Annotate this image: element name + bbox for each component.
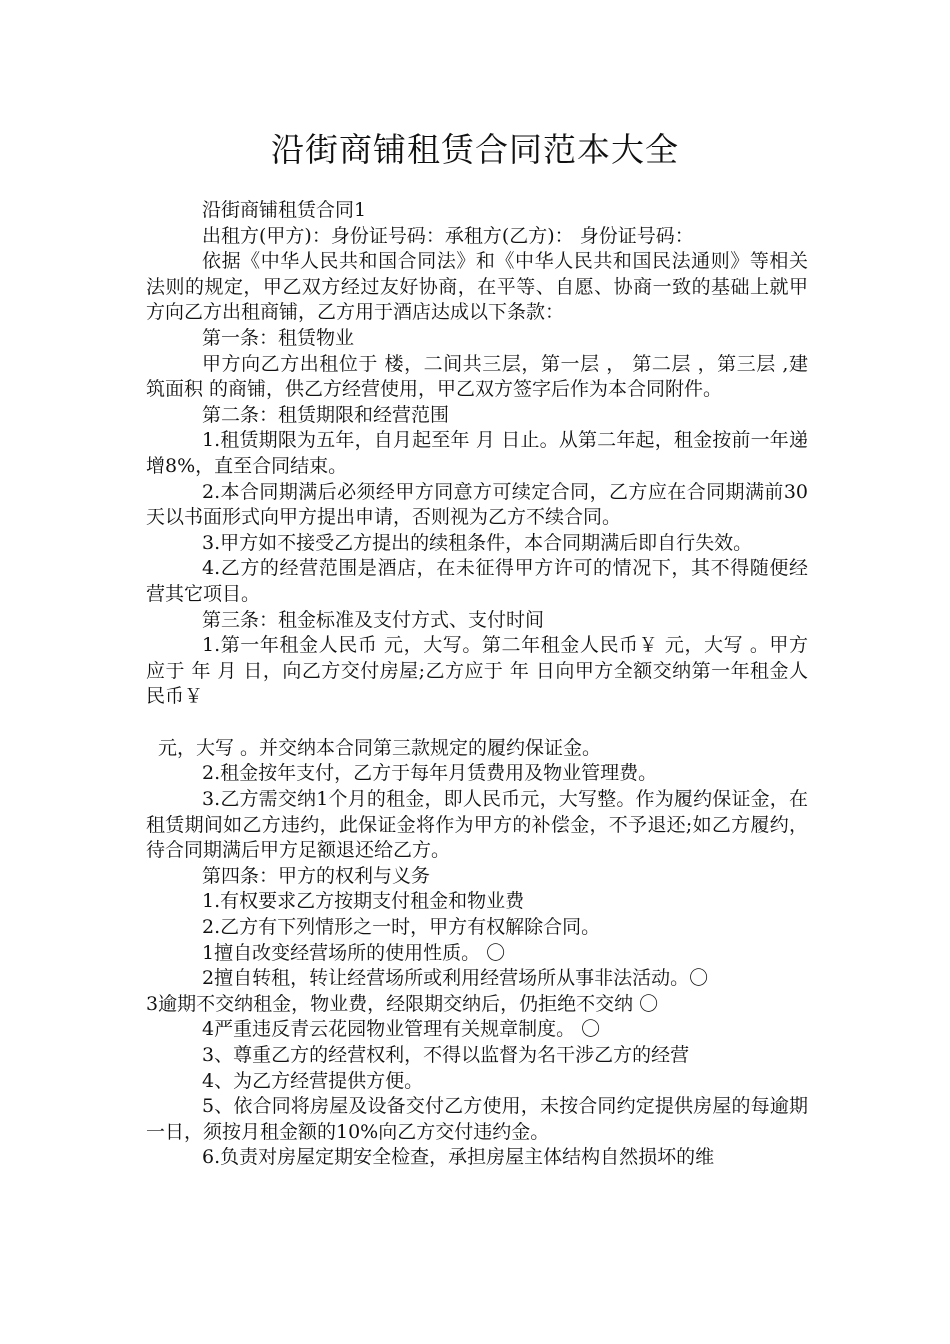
article-4-sub-2: 2擅自转租，转让经营场所或利用经营场所从事非法活动。〇 xyxy=(202,967,709,990)
parties-line: 出租方(甲方)：身份证号码：承租方(乙方)： 身份证号码： xyxy=(202,224,694,247)
article-4-sub-3: 3逾期不交纳租金，物业费，经限期交纳后，仍拒绝不交纳 〇 xyxy=(146,992,659,1015)
article-2-item-4: 4.乙方的经营范围是酒店，在未征得甲方许可的情况下，其不得随便经营其它项目。 xyxy=(146,557,808,605)
article-4-sub-1: 1擅自改变经营场所的使用性质。 〇 xyxy=(202,941,506,964)
document-body xyxy=(146,198,808,1171)
article-4-sub-4: 4严重违反青云花园物业管理有关规章制度。 〇 xyxy=(202,1018,601,1041)
preamble-paragraph: 依据《中华人民共和国合同法》和《中华人民共和国民法通则》等相关法则的规定，甲乙双方经过友好协商，在平等、自愿、协商一致的基础上就甲方向乙方出租商铺，乙方用于酒店达成以下条款： xyxy=(146,250,808,324)
article-2-item-2: 2.本合同期满后必须经甲方同意方可续定合同，乙方应在合同期满前30天以书面形式向甲方提出申请，否则视为乙方不续合同。 xyxy=(146,480,808,529)
article-4-item-6: 6.负责对房屋定期安全检查，承担房屋主体结构自然损坏的维 xyxy=(202,1146,715,1169)
article-2-heading: 第二条：租赁期限和经营范围 xyxy=(202,403,450,426)
article-4-item-5: 5、依合同将房屋及设备交付乙方使用，未按合同约定提供房屋的每逾期一日，须按月租金额的10%向乙方交付违约金。 xyxy=(146,1095,808,1143)
article-4-item-4: 4、为乙方经营提供方便。 xyxy=(202,1069,424,1092)
article-4-heading: 第四条：甲方的权利与义务 xyxy=(202,864,431,887)
paragraph-gap xyxy=(146,710,808,736)
article-2-item-1: 1.租赁期限为五年，自月起至年 月 日止。从第二年起，租金按前一年递增8%，直至合同结束。 xyxy=(146,429,808,477)
article-3-item-3: 3.乙方需交纳1个月的租金，即人民币元，大写整。作为履约保证金，在租赁期间如乙方违约，此保证金将作为甲方的补偿金，不予退还;如乙方履约，待合同期满后甲方足额退还给乙方。 xyxy=(146,788,808,862)
article-3-heading: 第三条：租金标准及支付方式、支付时间 xyxy=(202,608,545,631)
article-4-item-1: 1.有权要求乙方按期支付租金和物业费 xyxy=(202,890,525,913)
document-title: 沿街商铺租赁合同范本大全 xyxy=(271,130,679,169)
article-3-item-1-continued: 元，大写 。并交纳本合同第三款规定的履约保证金。 xyxy=(158,736,602,759)
article-3-item-1: 1.第一年租金人民币 元，大写。第二年租金人民币￥ 元，大写 。甲方应于 年 月 日，向乙方交付房屋;乙方应于 年 日向甲方全额交纳第一年租金人民币￥ xyxy=(146,634,808,708)
contract-heading: 沿街商铺租赁合同1 xyxy=(202,199,367,221)
article-4-item-3: 3、尊重乙方的经营权利，不得以监督为名干涉乙方的经营 xyxy=(202,1044,690,1066)
article-2-item-3: 3.甲方如不接受乙方提出的续租条件，本合同期满后即自行失效。 xyxy=(202,531,753,554)
article-1-heading: 第一条：租赁物业 xyxy=(202,326,355,349)
article-3-item-2: 2.租金按年支付，乙方于每年月赁费用及物业管理费。 xyxy=(202,762,658,785)
article-1-text: 甲方向乙方出租位于 楼，二间共三层，第一层 ， 第二层 ，第三层 ,建筑面积 的商铺，供乙方经营使用，甲乙双方签字后作为本合同附件。 xyxy=(146,352,808,401)
article-4-item-2: 2.乙方有下列情形之一时，甲方有权解除合同。 xyxy=(202,916,601,939)
